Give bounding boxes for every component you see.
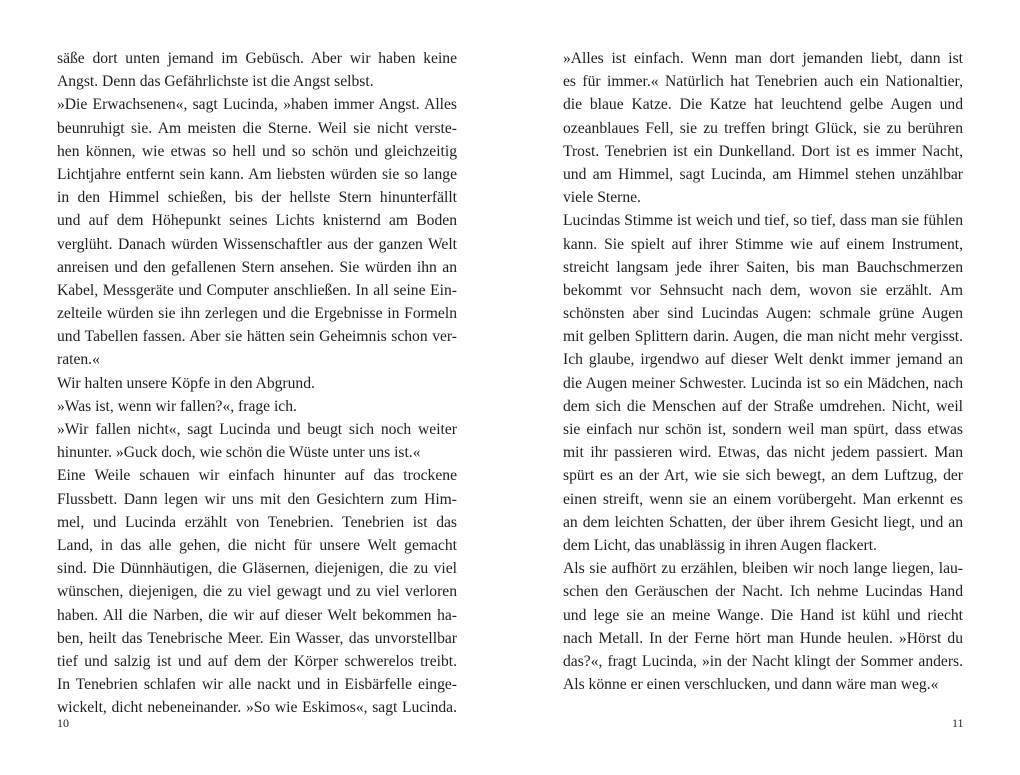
- text-line: es für immer.« Natürlich hat Tenebrien auch ein Nationaltier,: [563, 73, 963, 91]
- text-line: und am Himmel, sagt Lucinda, am Himmel stehen unzählbar: [563, 165, 963, 183]
- text-line: mit ihr passieren wird. Etwas, das nicht jedem passiert. Man: [563, 444, 963, 462]
- text-line: die blaue Katze. Die Katze hat leuchtend gelbe Augen und: [563, 96, 963, 114]
- text-line: nach Metall. In der Ferne hört man Hunde heulen. »Hörst du: [563, 629, 963, 647]
- text-line: Kabel, Messgeräte und Computer anschließen. In all seine Ein-: [57, 281, 457, 299]
- text-line: in den Himmel schießen, bis der hellste Stern hinunterfällt: [57, 189, 457, 207]
- text-line: Eine Weile schauen wir einfach hinunter auf das trockene: [57, 467, 457, 485]
- text-line: »Was ist, wenn wir fallen?«, frage ich.: [57, 397, 297, 415]
- text-line: Trost. Tenebrien ist ein Dunkelland. Dort ist es immer Nacht,: [563, 142, 963, 160]
- text-line: dem sich die Menschen auf der Straße umdrehen. Nicht, weil: [563, 397, 963, 415]
- text-line: wünschen, diejenigen, die zu viel gewagt und zu viel verloren: [57, 583, 457, 601]
- text-line: In Tenebrien schlafen wir alle nackt und in Eisbärfelle einge-: [57, 676, 457, 694]
- text-line: schönsten aber sind Lucindas Augen: schmale grüne Augen: [563, 305, 963, 323]
- text-line: und lege sie an meine Wange. Die Hand ist kühl und riecht: [563, 606, 963, 624]
- left-page-number: 10: [57, 716, 69, 730]
- text-line: ben, heilt das Tenebrische Meer. Ein Wasser, das unvorstellbar: [57, 629, 457, 647]
- text-line: »Wir fallen nicht«, sagt Lucinda und beugt sich noch weiter: [57, 421, 457, 438]
- text-line: »Alles ist einfach. Wenn man dort jemanden liebt, dann ist: [563, 50, 963, 67]
- text-line: die Augen meiner Schwester. Lucinda ist so ein Mädchen, nach: [563, 374, 963, 392]
- text-line: wickelt, dicht nebeneinander. »So wie Eskimos«, sagt Lucinda.: [57, 699, 457, 717]
- text-line: »Die Erwachsenen«, sagt Lucinda, »haben immer Angst. Alles: [57, 96, 457, 114]
- text-line: schen den Geräuschen der Nacht. Ich nehme Lucindas Hand: [563, 583, 963, 601]
- left-page-text: [57, 47, 457, 719]
- text-line: bekommt vor Sehnsucht nach dem, wovon sie erzählt. Am: [563, 281, 963, 299]
- text-line: raten.«: [57, 351, 100, 369]
- text-line: hen können, wie etwas so hell und so schön und gleichzeitig: [57, 142, 457, 160]
- text-line: dem Licht, das unablässig in ihren Augen flackert.: [563, 536, 877, 554]
- text-line: streicht langsam jede ihrer Saiten, bis man Bauchschmerzen: [563, 258, 963, 276]
- text-line: das?«, fragt Lucinda, »in der Nacht klingt der Sommer anders.: [563, 652, 963, 670]
- text-line: haben. All die Narben, die wir auf dieser Welt bekommen ha-: [57, 606, 457, 624]
- text-line: mit gelben Splittern darin. Augen, die man nicht mehr vergisst.: [563, 328, 963, 346]
- text-line: sind. Die Dünnhäutigen, die Gläsernen, diejenigen, die zu viel: [57, 560, 457, 578]
- text-line: anreisen und den gefallenen Stern ansehen. Sie würden ihn an: [57, 258, 457, 276]
- text-line: viele Sterne.: [563, 189, 641, 207]
- text-line: Als sie aufhört zu erzählen, bleiben wir noch lange liegen, lau-: [563, 560, 963, 578]
- right-page-text: [563, 47, 963, 696]
- text-line: zelteile würden sie ihn zerlegen und die Ergebnisse in Formeln: [57, 305, 457, 323]
- text-line: sie einfach nur schön ist, sondern weil man spürt, dass etwas: [563, 421, 963, 438]
- text-line: und Tabellen fassen. Aber sie hätten sein Geheimnis schon ver-: [57, 328, 457, 346]
- text-line: Lucindas Stimme ist weich und tief, so tief, dass man sie fühlen: [563, 212, 963, 230]
- text-line: Lichtjahre entfernt sein kann. Am liebsten würden sie so lange: [57, 165, 457, 183]
- text-line: und auf dem Höhepunkt seines Lichts knisternd am Boden: [57, 212, 457, 230]
- text-line: einen streift, wenn sie an einem vorübergeht. Man erkennt es: [563, 490, 963, 508]
- text-line: Ich glaube, irgendwo auf dieser Welt denkt immer jemand an: [563, 351, 963, 369]
- text-line: verglüht. Danach würden Wissenschaftler aus der ganzen Welt: [57, 235, 457, 253]
- text-line: Als könne er einen verschlucken, und dann wäre man weg.«: [563, 676, 939, 694]
- text-line: Land, in das alle gehen, die nicht für unsere Welt gemacht: [57, 536, 457, 554]
- text-line: kann. Sie spielt auf ihrer Stimme wie auf einem Instrument,: [563, 235, 963, 253]
- text-line: Flussbett. Dann legen wir uns mit den Gesichtern zum Him-: [57, 490, 457, 508]
- text-line: mel, und Lucinda erzählt von Tenebrien. Tenebrien ist das: [57, 513, 457, 531]
- text-line: an dem leichten Schatten, der über ihrem Gesicht liegt, und an: [563, 513, 963, 531]
- text-line: spürt es an der Art, wie sie sich bewegt, an dem Luftzug, der: [563, 467, 963, 485]
- text-line: ozeanblaues Fell, sie zu treffen bringt Glück, sie zu berühren: [563, 119, 963, 137]
- right-page-number: 11: [952, 716, 964, 730]
- text-line: tief und salzig ist und auf dem der Körper schwerelos treibt.: [57, 652, 457, 670]
- text-line: hinunter. »Guck doch, wie schön die Wüste unter uns ist.«: [57, 444, 421, 462]
- text-line: säße dort unten jemand im Gebüsch. Aber wir haben keine: [57, 50, 457, 67]
- text-line: Angst. Denn das Gefährlichste ist die Angst selbst.: [57, 73, 374, 91]
- text-line: Wir halten unsere Köpfe in den Abgrund.: [57, 374, 315, 392]
- text-line: beunruhigt sie. Am meisten die Sterne. Weil sie nicht verste-: [57, 119, 457, 137]
